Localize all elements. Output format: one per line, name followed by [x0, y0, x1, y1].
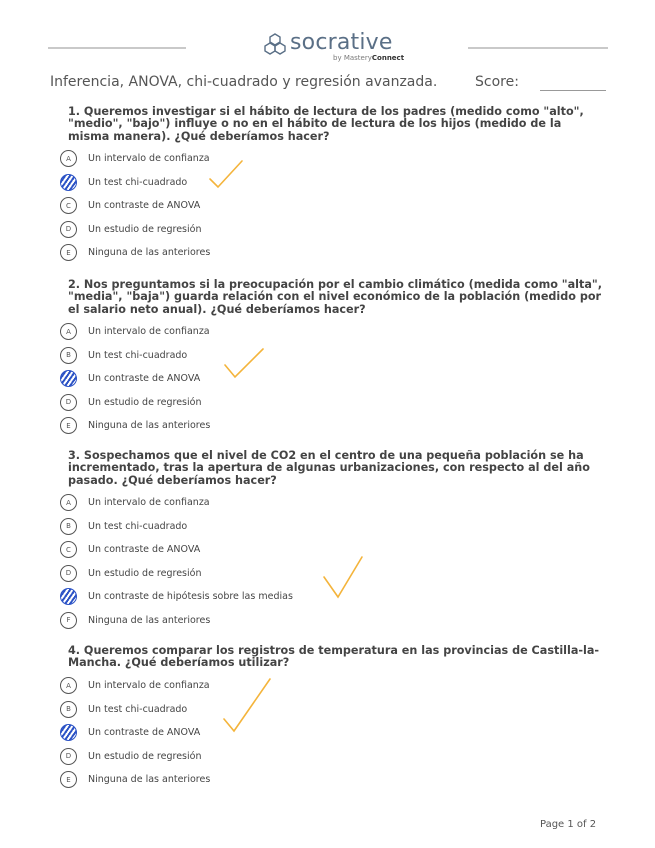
answer-option[interactable] — [60, 391, 605, 415]
answer-option[interactable] — [60, 320, 605, 344]
answer-label: Un estudio de regresión — [88, 567, 202, 579]
logo-wordmark: socrative — [290, 30, 393, 55]
answer-option[interactable] — [60, 744, 605, 768]
question-text: 3. Sospechamos que el nivel de CO2 en el centro de una pequeña población se ha incrementado, tras la apertura de algunas urbanizaciones, con respecto al del año pasado. ¿Qué deberíamos hacer? — [68, 449, 590, 487]
answer-label: Un test chi-cuadrado — [88, 349, 188, 361]
answer-bubble[interactable]: A — [60, 494, 77, 511]
answer-label: Ninguna de las anteriores — [88, 420, 211, 432]
answer-label: Un intervalo de confianza — [88, 497, 210, 509]
answer-bubble[interactable]: B — [60, 347, 77, 364]
answer-label: Ninguna de las anteriores — [88, 614, 211, 626]
answer-bubble-marked[interactable] — [60, 588, 77, 605]
answer-label: Un estudio de regresión — [88, 223, 202, 235]
header-rule-left — [48, 47, 186, 49]
answer-option[interactable] — [60, 171, 605, 195]
answer-option[interactable] — [60, 697, 605, 721]
question-text: 4. Queremos comparar los registros de temperatura en las provincias de Castilla-la-Mancha. ¿Qué deberíamos utilizar? — [68, 644, 600, 670]
answer-option[interactable] — [60, 515, 605, 539]
answer-option[interactable] — [60, 218, 605, 242]
answer-option[interactable] — [60, 241, 605, 265]
answer-bubble-marked[interactable] — [60, 370, 77, 387]
checkmark-icon — [222, 677, 272, 735]
answer-bubble[interactable]: A — [60, 677, 77, 694]
answer-bubble[interactable]: C — [60, 197, 77, 214]
question-4 — [60, 645, 605, 791]
answer-bubble[interactable]: D — [60, 394, 77, 411]
question-2 — [60, 279, 605, 438]
question-text: 2. Nos preguntamos si la preocupación por el cambio climático (medida como "alta", "media", "baja") guarda relación con el nivel económico de la población (medido por el salario neto anual). ¿Qué deberíamos hacer? — [68, 278, 602, 316]
answer-option[interactable] — [60, 147, 605, 171]
question-3 — [60, 450, 605, 632]
answer-label: Un intervalo de confianza — [88, 153, 210, 165]
score-field[interactable] — [540, 90, 606, 91]
answer-option[interactable] — [60, 585, 605, 609]
answer-bubble[interactable]: D — [60, 748, 77, 765]
answer-bubble[interactable]: D — [60, 565, 77, 582]
answer-option[interactable] — [60, 768, 605, 792]
answer-bubble[interactable]: B — [60, 701, 77, 718]
answer-label: Un contraste de ANOVA — [88, 544, 201, 556]
answer-option[interactable] — [60, 609, 605, 633]
answer-label: Un test chi-cuadrado — [88, 520, 188, 532]
answer-bubble[interactable]: E — [60, 417, 77, 434]
answer-bubble-marked[interactable] — [60, 174, 77, 191]
answer-option[interactable] — [60, 721, 605, 745]
answer-bubble[interactable]: B — [60, 518, 77, 535]
quiz-header — [50, 74, 610, 94]
answer-label: Un estudio de regresión — [88, 750, 202, 762]
answer-label: Ninguna de las anteriores — [88, 247, 211, 259]
answer-label: Un contraste de ANOVA — [88, 200, 201, 212]
answer-label: Un contraste de hipótesis sobre las medias — [88, 591, 293, 603]
checkmark-icon — [208, 159, 244, 191]
answer-label: Un intervalo de confianza — [88, 680, 210, 692]
question-1 — [60, 106, 605, 265]
quiz-title: Inferencia, ANOVA, chi-cuadrado y regresión avanzada. — [50, 74, 438, 90]
page-number: Page 1 of 2 — [540, 819, 597, 830]
answer-label: Un contraste de ANOVA — [88, 727, 201, 739]
header-rule-right — [468, 47, 608, 49]
answer-option[interactable] — [60, 344, 605, 368]
answer-bubble[interactable]: F — [60, 612, 77, 629]
answer-bubble[interactable]: C — [60, 541, 77, 558]
answer-label: Un test chi-cuadrado — [88, 176, 188, 188]
checkmark-icon — [322, 555, 364, 601]
answer-option[interactable] — [60, 674, 605, 698]
answer-bubble[interactable]: A — [60, 323, 77, 340]
answer-options — [60, 491, 605, 632]
hexagon-logo-icon — [262, 32, 288, 58]
answer-options — [60, 147, 605, 265]
question-text: 1. Queremos investigar si el hábito de lectura de los padres (medido como "alto", "medio", "bajo") influye o no en el hábito de lectura de los hijos (medido de la misma manera). ¿Qué deberíamos hacer? — [68, 105, 584, 143]
answer-label: Un test chi-cuadrado — [88, 703, 188, 715]
answer-label: Un contraste de ANOVA — [88, 373, 201, 385]
socrative-logo — [262, 30, 405, 66]
score-label: Score: — [475, 74, 519, 90]
answer-option[interactable] — [60, 414, 605, 438]
answer-option[interactable] — [60, 491, 605, 515]
answer-label: Ninguna de las anteriores — [88, 774, 211, 786]
answer-options — [60, 674, 605, 792]
answer-label: Un intervalo de confianza — [88, 326, 210, 338]
checkmark-icon — [223, 347, 265, 383]
answer-option[interactable] — [60, 194, 605, 218]
answer-bubble[interactable]: D — [60, 221, 77, 238]
answer-options — [60, 320, 605, 438]
answer-bubble[interactable]: A — [60, 150, 77, 167]
logo-byline: by MasteryConnect — [333, 54, 405, 62]
answer-bubble-marked[interactable] — [60, 724, 77, 741]
answer-label: Un estudio de regresión — [88, 396, 202, 408]
answer-bubble[interactable]: E — [60, 771, 77, 788]
answer-option[interactable] — [60, 367, 605, 391]
answer-bubble[interactable]: E — [60, 244, 77, 261]
